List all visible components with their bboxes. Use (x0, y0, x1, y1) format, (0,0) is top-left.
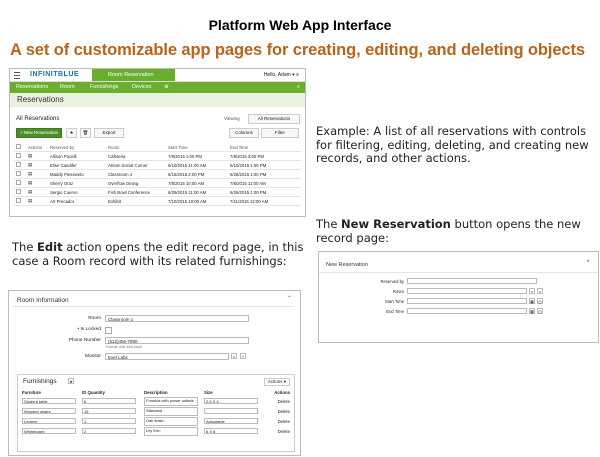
start-time-label: Start Time (384, 299, 404, 304)
start-time-input[interactable] (407, 298, 527, 304)
furnishings-title: Furnishings (23, 378, 57, 385)
cell: 6/29/2015 11:00 AM (166, 188, 228, 197)
view-title: All Reservations (16, 116, 60, 122)
cell: Overflow Dining (106, 179, 166, 188)
logo-text-a: INFINIT (30, 71, 58, 78)
table-row (21, 426, 291, 436)
edit-icon[interactable]: ▤ (26, 152, 48, 161)
user-menu[interactable] (264, 72, 299, 78)
row-checkbox[interactable] (16, 171, 21, 176)
caption-bold: New Reservation (341, 217, 451, 231)
caption-text: The (316, 217, 342, 231)
cell: Cafeteria (106, 152, 166, 161)
row-checkbox[interactable] (16, 198, 21, 203)
list-caption: Example: A list of all reservations with controls for filtering, editing, deleting, and creating new records, and other actions. (316, 124, 589, 165)
cell: 6/10/2015 1:00 PM (228, 161, 301, 170)
size-input[interactable] (204, 408, 258, 414)
description-input[interactable]: Dry Erin (144, 427, 198, 436)
size-input[interactable]: 2.5 X 6 (204, 398, 258, 404)
export-button[interactable]: Export (94, 128, 124, 138)
column-header[interactable]: Actions (26, 143, 48, 152)
actions-dropdown[interactable]: Actions ▾ (264, 378, 290, 386)
panel-title: Room Information (17, 297, 69, 304)
table-row[interactable] (14, 179, 301, 188)
description-input[interactable]: Formica with power outlets (144, 397, 198, 406)
furnishings-table (21, 389, 291, 436)
cell: 7/8/2015 1:00 PM (166, 152, 228, 161)
quantity-input[interactable]: 6 (82, 398, 136, 404)
caption-text: action opens the edit record page, in this case a Room record with its related furnishings: (12, 240, 304, 268)
row-checkbox[interactable] (16, 153, 21, 158)
room-input[interactable] (407, 288, 527, 294)
search-icon[interactable]: ⌕ (232, 354, 236, 359)
delete-link[interactable]: Delete (277, 398, 290, 404)
clear-icon[interactable]: × (538, 289, 542, 294)
row-checkbox[interactable] (16, 189, 21, 194)
viewing-label: Viewing (224, 116, 240, 121)
quantity-input[interactable]: 2 (82, 428, 136, 434)
edit-room-screenshot (8, 290, 301, 456)
cell: 6/10/2015 11:00 AM (166, 161, 228, 170)
cell: Fish Bowl Conference (106, 188, 166, 197)
cell: 6/25/2015 1:00 PM (228, 170, 301, 179)
menu-icon[interactable] (14, 72, 20, 79)
cell: Sergio Cuervo (48, 188, 106, 197)
add-icon[interactable]: + (241, 354, 245, 359)
caption-text: button opens the new record page: (316, 217, 581, 245)
columns-button[interactable]: Columns (229, 128, 259, 138)
delete-link[interactable]: Delete (277, 408, 290, 414)
furniture-input[interactable]: Wooden chairs (22, 408, 76, 414)
table-row[interactable] (14, 152, 301, 161)
furniture-input[interactable]: Student table (22, 398, 76, 404)
required-marker: • (77, 327, 81, 332)
actions-label: Actions (267, 379, 283, 384)
user-greeting: Hello, Adam (263, 72, 291, 78)
end-time-input[interactable] (407, 308, 527, 314)
cell: 6/15/2015 2:00 PM (166, 170, 228, 179)
reserved-by-input[interactable] (407, 278, 537, 284)
cell: Allison Pocelli (48, 152, 106, 161)
hamburger-icon: ≡ (296, 72, 299, 78)
divider (13, 306, 294, 307)
new-reservation-button[interactable]: + New Reservation (16, 128, 62, 138)
column-header[interactable]: Start Time (166, 143, 228, 152)
collapse-icon[interactable]: ⌃ (286, 296, 292, 302)
cell: Sherry Oraz (48, 179, 106, 188)
filter-button[interactable]: Filter (261, 128, 299, 138)
column-header[interactable]: End Time (228, 143, 301, 152)
description-input[interactable]: Oak finish (144, 417, 198, 426)
page-header (10, 93, 305, 107)
trash-icon[interactable]: 🗑 (80, 128, 91, 138)
furniture-input[interactable]: Lectern (22, 418, 76, 424)
table-header-row (14, 143, 301, 152)
caption-bold: Edit (37, 240, 63, 254)
table-row (21, 396, 291, 406)
phone-input[interactable]: (512)456-7890 (105, 337, 249, 344)
size-input[interactable]: Adjustable (204, 418, 258, 424)
clock-icon[interactable]: ◷ (538, 309, 542, 314)
cell: 7/11/2015 12:00 AM (228, 197, 301, 206)
cell: Atrium Social Corner (106, 161, 166, 170)
star-icon[interactable]: ★ (66, 128, 77, 138)
column-header: Description (144, 390, 168, 395)
new-reservation-screenshot (318, 251, 599, 343)
cell: Art Precador (48, 197, 106, 206)
caption-text: The (12, 240, 38, 254)
app-tab[interactable]: Room Reservation (92, 69, 175, 81)
row-checkbox[interactable] (16, 162, 21, 167)
nav-bar (10, 82, 305, 93)
is-locked-text: Is Locked (80, 327, 101, 332)
clock-icon[interactable]: ◷ (538, 299, 542, 304)
quantity-input[interactable]: 1 (82, 418, 136, 424)
delete-link[interactable]: Delete (277, 428, 290, 434)
logo-text-b: BLUE (58, 71, 80, 78)
description-input[interactable]: Standard (144, 407, 198, 416)
monitor-input[interactable]: Exel Labs (105, 353, 229, 360)
new-record-caption (316, 218, 592, 245)
edit-icon[interactable]: ▤ (26, 161, 48, 170)
edit-icon[interactable]: ▤ (26, 170, 48, 179)
logo (30, 71, 79, 78)
table-row[interactable] (14, 197, 301, 206)
room-label: Room (392, 289, 404, 294)
table-row[interactable] (14, 161, 301, 170)
cell: Elise Candifer (48, 161, 106, 170)
is-locked-label (61, 327, 101, 332)
reserved-by-label: Reserved by (380, 279, 404, 284)
search-icon[interactable]: ⌕ (530, 289, 534, 294)
select-all-checkbox[interactable] (14, 143, 26, 152)
column-header[interactable]: Room (106, 143, 166, 152)
column-header[interactable]: Reserved by (48, 143, 106, 152)
table-row (21, 406, 291, 416)
column-header: Furniture (22, 390, 41, 395)
column-header: ID Quantity (82, 390, 105, 395)
furniture-input[interactable]: Whiteboard (22, 428, 76, 434)
size-input[interactable]: 6 X 8 (204, 428, 258, 434)
slide-title: Platform Web App Interface (208, 17, 392, 33)
nav-item-devices[interactable]: Devices (132, 84, 152, 90)
phone-hint: Format: ###-###-#### (106, 345, 142, 349)
end-time-label: End Time (386, 309, 404, 314)
calendar-icon[interactable]: ▦ (530, 299, 534, 304)
table-row[interactable] (14, 170, 301, 179)
nav-item-reservations[interactable]: Reservations (16, 84, 49, 90)
quantity-input[interactable]: 16 (82, 408, 136, 414)
cell: 6/29/2015 1:00 PM (228, 188, 301, 197)
table-row (21, 416, 291, 426)
row-checkbox[interactable] (16, 180, 21, 185)
calendar-icon[interactable]: ▦ (530, 309, 534, 314)
add-icon[interactable]: ⊕ (164, 84, 169, 90)
furnishings-panel (17, 374, 295, 452)
cell: Classroom 4 (106, 170, 166, 179)
cell: Maddy Piessweto (48, 170, 106, 179)
edit-icon[interactable]: ▤ (26, 188, 48, 197)
search-icon[interactable]: ⌕ (296, 84, 300, 90)
room-input[interactable]: Classroom 1 (105, 315, 249, 322)
delete-link[interactable]: Delete (277, 418, 290, 424)
table-header-row (21, 389, 291, 396)
is-locked-checkbox[interactable] (105, 327, 112, 334)
page-title: Reservations (17, 95, 64, 104)
top-bar (10, 69, 305, 82)
reservations-table (14, 143, 301, 206)
monitor-label: Monitor (85, 354, 101, 359)
edit-icon[interactable]: ▤ (26, 179, 48, 188)
cell: 7/8/2015 3:00 PM (228, 152, 301, 161)
edit-icon[interactable]: ▤ (26, 197, 48, 206)
divider (319, 272, 598, 273)
edit-caption (12, 241, 304, 268)
cell: 7/8/2015 11:00 AM (228, 179, 301, 188)
reservations-list-screenshot (9, 68, 306, 217)
room-label: Room (88, 316, 101, 321)
table-row[interactable] (14, 188, 301, 197)
column-header: Size (204, 390, 213, 395)
phone-label: Phone Number (68, 338, 101, 343)
cell: Exhibit (106, 197, 166, 206)
chevron-down-icon: ▾ (292, 72, 295, 78)
close-icon[interactable]: × (586, 259, 590, 265)
cell: 7/8/2015 10:00 AM (166, 179, 228, 188)
new-record-title: New Reservation (326, 262, 368, 268)
cell: 7/10/2015 10:00 AM (166, 197, 228, 206)
column-header: Actions (274, 390, 290, 395)
nav-item-room[interactable]: Room (60, 84, 75, 90)
star-icon[interactable]: ★ (69, 379, 73, 384)
slide-subtitle: A set of customizable app pages for creating, editing, and deleting objects (10, 41, 585, 59)
viewing-select[interactable]: All Reservations (248, 114, 300, 124)
nav-item-furnishings[interactable]: Furnishings (90, 84, 119, 90)
